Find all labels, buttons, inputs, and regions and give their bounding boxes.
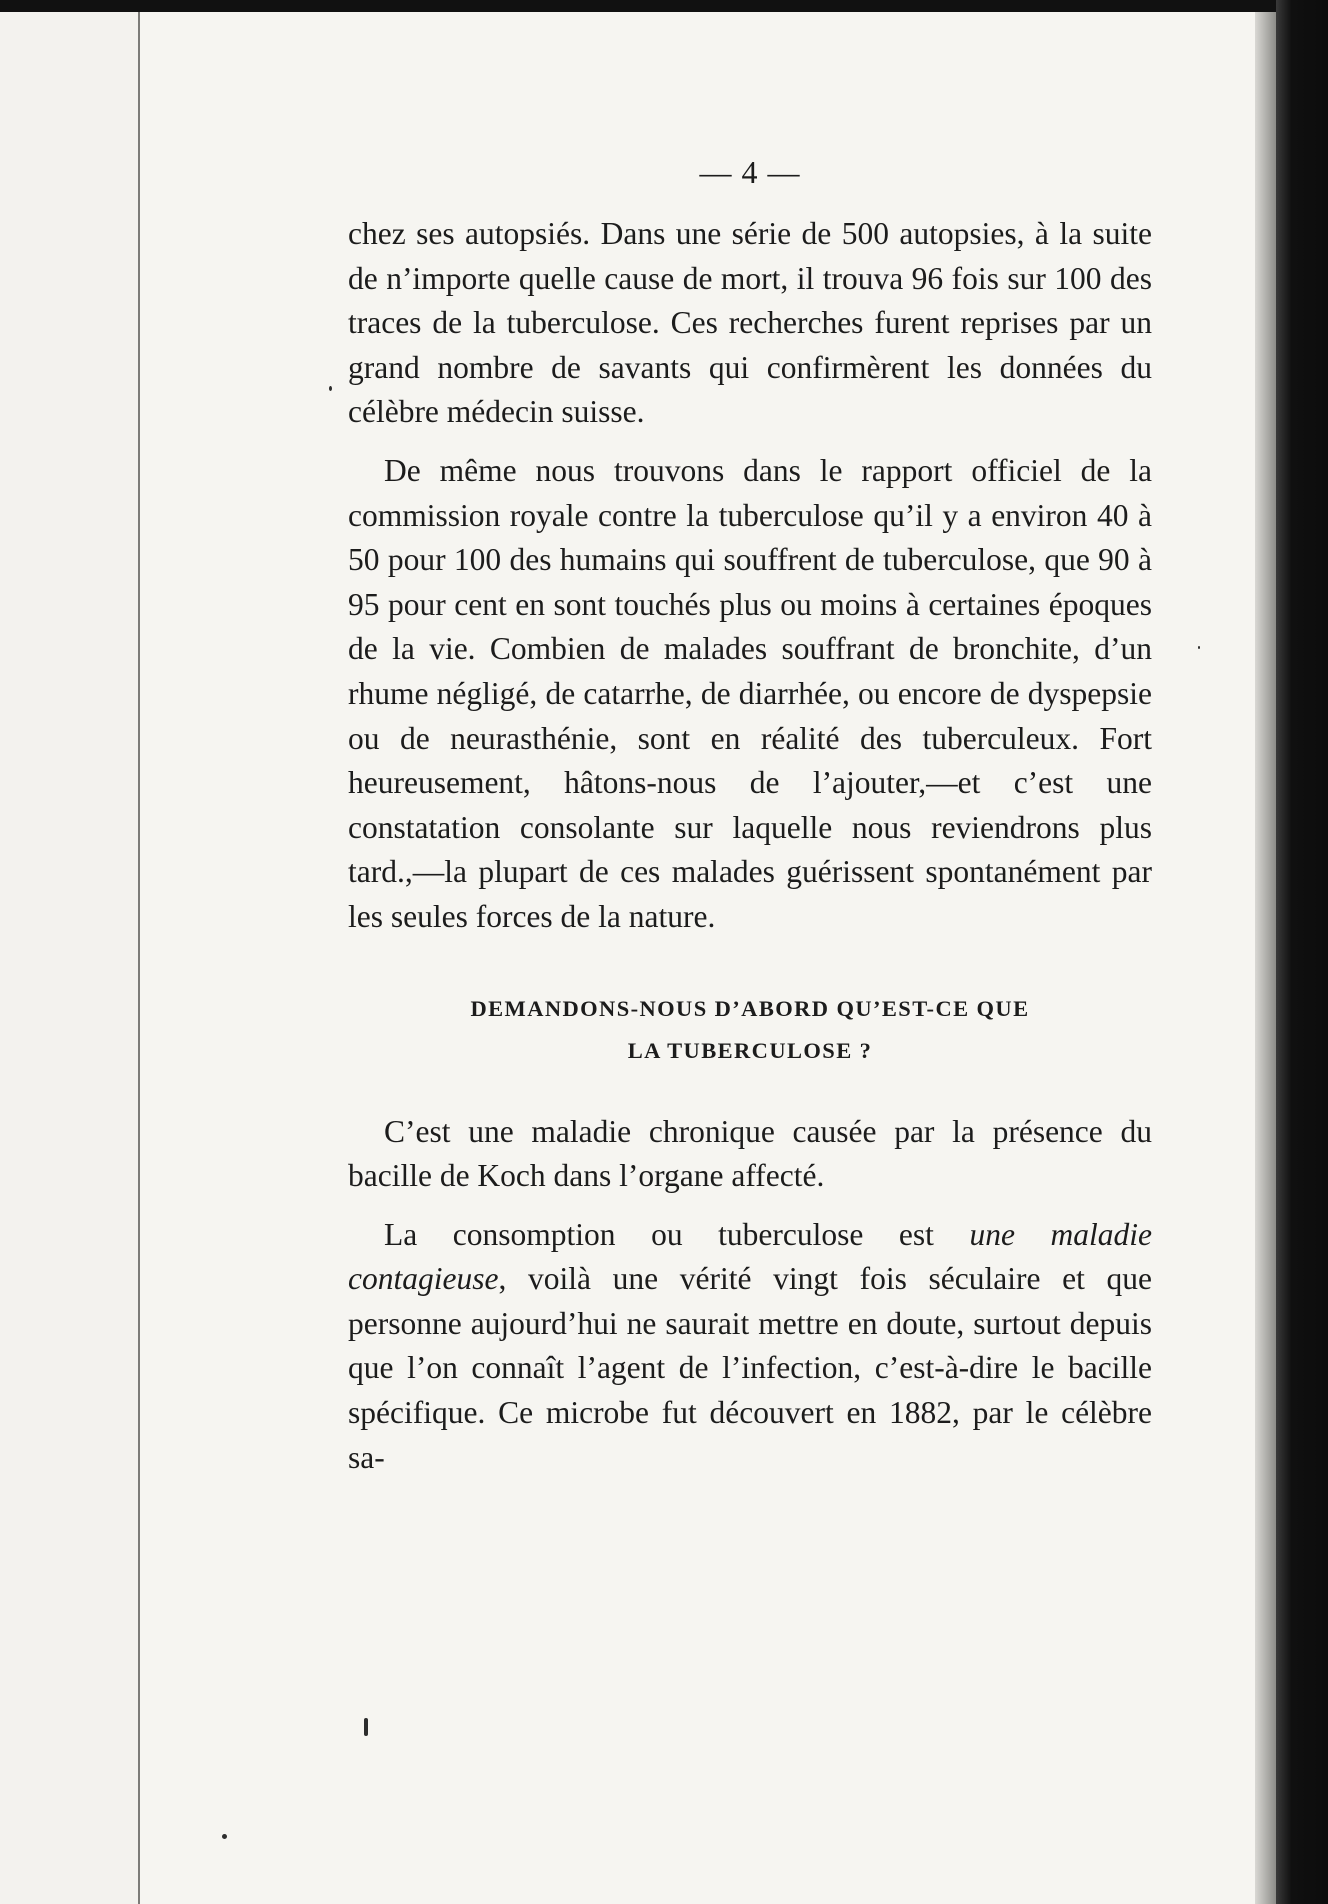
page-text-block [348,150,1152,1480]
scan-speck [329,386,332,391]
heading-line-1: DEMANDONS-NOUS D’ABORD QU’EST-CE QUE [470,995,1030,1021]
paragraph-4-emphasis: une maladie contagieuse [348,1216,1152,1297]
paragraph-1: chez ses autopsiés. Dans une série de 500 autopsies, à la suite de n’importe quelle cause de mort, il trouva 96 fois sur 100 des traces de la tuberculose. Ces recherches furent reprises par un grand nombre de savants qui confirmèrent les données du célèbre médecin suisse. [348,216,1152,430]
page-binding-shadow [1255,12,1276,1904]
paragraph-4-start: La consomption ou tuberculose est [384,1216,970,1252]
paragraph-4 [348,1213,1152,1481]
paragraph-2: De même nous trouvons dans le rapport officiel de la commission royale contre la tuberculose qu’il y a environ 40 à 50 pour 100 des humains qui souffrent de tuberculose, que 90 à 95 pour cent en sont touchés plus ou moins à certaines époques de la vie. Combien de malades souffrant de bronchite, d’un rhume négligé, de catarrhe, de diarrhée, ou encore de dyspepsie ou de neurasthénie, sont en réalité des tuberculeux. Fort heureusement, hâtons-nous de l’ajouter,—et c’est une constatation consolante sur laquelle nous reviendrons plus tard.,—la plupart de ces malades guérissent spontanément par les seules forces de la nature. [348,452,1152,934]
page-stack-edge [0,12,140,1904]
scan-right-border [1276,0,1328,1904]
page-number: — 4 — [699,154,801,190]
scan-speck [222,1834,227,1839]
scan-top-border [0,0,1328,12]
scan-speck [1198,646,1200,649]
paragraph-4-rest: , voilà une vérité vingt fois séculaire et que personne aujourd’hui ne saurait mettre en doute, surtout depuis que l’on connaît l’agent de l’infection, c’est-à-dire le bacille spécifique. Ce microbe fut découvert en 1882, par le célèbre sa- [348,1261,1152,1475]
scan-speck [364,1718,368,1736]
heading-line-2: LA TUBERCULOSE ? [627,1037,873,1063]
section-heading [348,988,1152,1072]
paragraph-3: C’est une maladie chronique causée par la présence du bacille de Koch dans l’organe affecté. [348,1113,1152,1194]
